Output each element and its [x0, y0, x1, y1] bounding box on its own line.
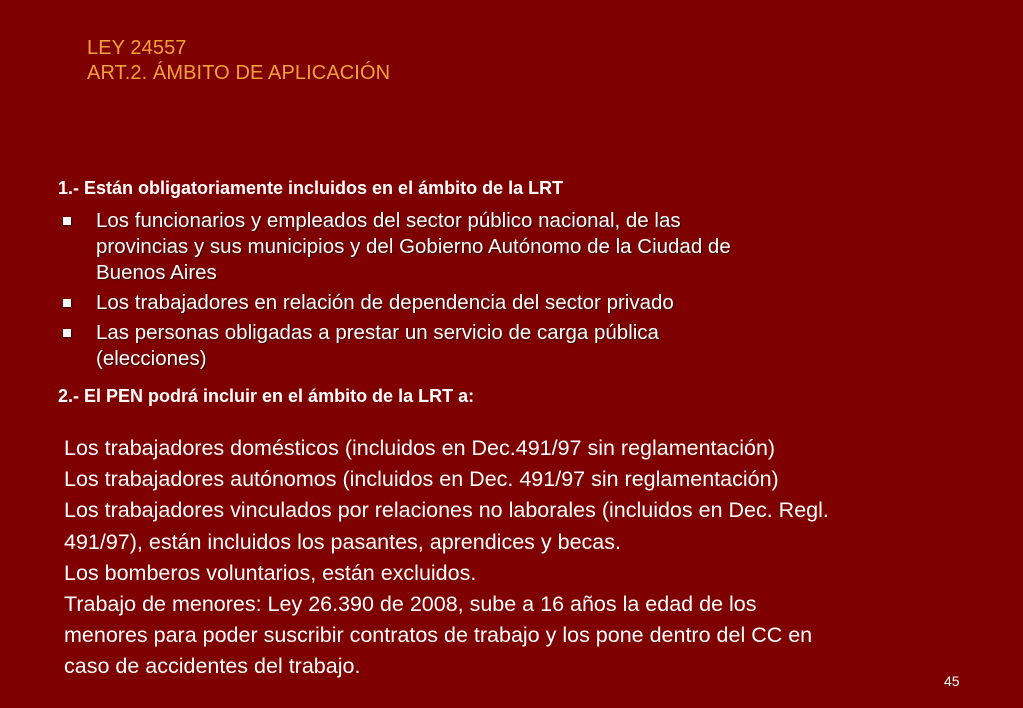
bullet-item-funcionarios — [58, 208, 888, 286]
body-line: Los trabajadores vinculados por relaciones no laborales (incluidos en Dec. Regl. — [64, 498, 829, 523]
body-line: Trabajo de menores: Ley 26.390 de 2008, sube a 16 años la edad de los — [64, 592, 757, 617]
body-line: caso de accidentes del trabajo. — [64, 654, 361, 679]
square-bullet-icon — [63, 217, 71, 225]
square-bullet-icon — [63, 299, 71, 307]
bullet-text-line: (elecciones) — [96, 347, 207, 370]
title-line-article: ART.2. ÁMBITO DE APLICACIÓN — [87, 62, 391, 84]
section1-heading: 1.- Están obligatoriamente incluidos en el ámbito de la LRT — [58, 178, 564, 198]
slide-title — [87, 36, 390, 86]
bullet-text-line: Buenos Aires — [96, 261, 217, 284]
square-bullet-icon — [63, 329, 71, 337]
bullet-text-line: Las personas obligadas a prestar un servicio de carga pública — [96, 321, 659, 344]
bullet-text-line: Los trabajadores en relación de dependencia del sector privado — [96, 291, 674, 314]
body-line: 491/97), están incluidos los pasantes, aprendices y becas. — [64, 529, 621, 554]
section2-body — [64, 433, 999, 683]
bullet-item-sector-privado — [58, 290, 888, 316]
bullet-text-line: provincias y sus municipios y del Gobierno Autónomo de la Ciudad de — [96, 235, 731, 258]
title-line-law: LEY 24557 — [87, 37, 187, 59]
section1-bullet-list — [58, 208, 888, 376]
page-number: 45 — [944, 673, 960, 689]
body-line: Los bomberos voluntarios, están excluidos. — [64, 560, 477, 585]
body-line: Los trabajadores domésticos (incluidos en Dec.491/97 sin reglamentación) — [64, 436, 776, 460]
body-line: Los trabajadores autónomos (incluidos en Dec. 491/97 sin reglamentación) — [64, 467, 779, 492]
bullet-item-carga-publica — [58, 320, 888, 372]
body-line: menores para poder suscribir contratos de trabajo y los pone dentro del CC en — [64, 623, 813, 648]
section2-heading: 2.- El PEN podrá incluir en el ámbito de la LRT a: — [58, 386, 475, 406]
bullet-text-line: Los funcionarios y empleados del sector público nacional, de las — [96, 209, 681, 232]
